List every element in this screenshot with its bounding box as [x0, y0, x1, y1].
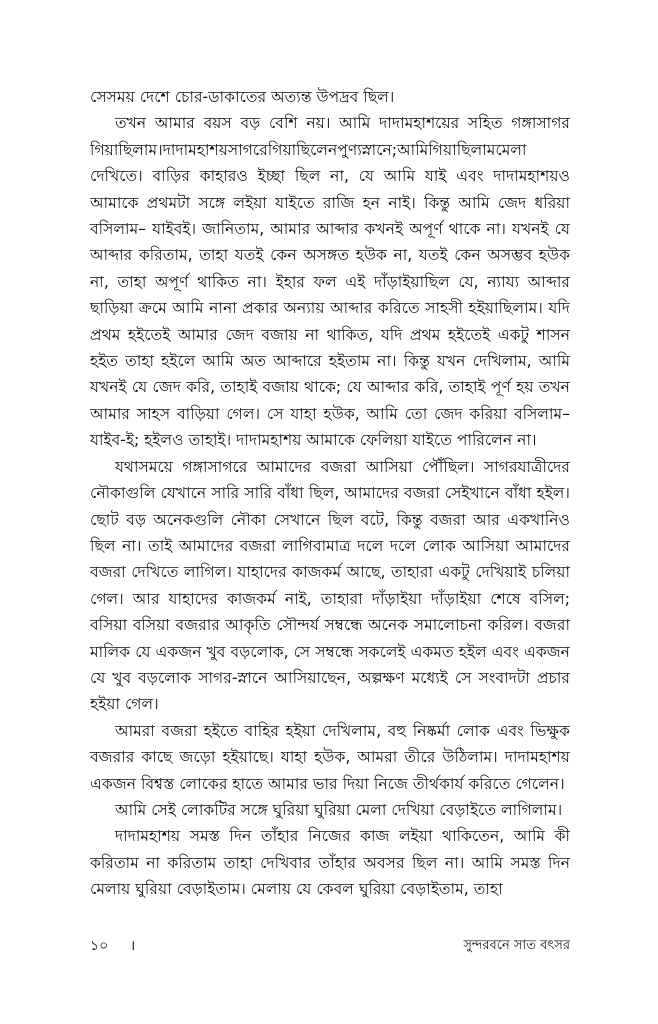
paragraph-4: আমরা বজরা হইতে বাহির হইয়া দেখিলাম, বহু নিষ্কর্মা লোক এবং ভিক্ষুক বজরার কাছে জড়ো হইয়াছে। যাহা হউক, আমরা তীরে উঠিলাম। দাদামহাশয় একজন বিশ্বস্ত লোকের হাতে আমার ভার দিয়া নিজে তীর্থকার্য করিতে গেলেন।: [90, 721, 570, 793]
page-body: [90, 84, 570, 903]
paragraph-2: তখন আমার বয়স বড় বেশি নয়। আমি দাদামহাশয়ের সহিত গঙ্গাসাগর গিয়াছিলাম।দাদামহাশয়সাগরেগিয়াছিলেনপুণ্যস্নানে;আমিগিয়াছিলামমেলা দেখিতে। বাড়ির কাহারও ইচ্ছা ছিল না, যে আমি যাই এবং দাদামহাশয়ও আমাকে প্রথমটা সঙ্গে লইয়া যাইতে রাজি হন নাই। কিন্তু আমি জেদ ধরিয়া বসিলাম– যাইবই। জানিতাম, আমার আব্দার কখনই অপূর্ণ থাকে না। যখনই যে আব্দার করিতাম, তাহা যতই কেন অসঙ্গত হউক না, যতই কেন অসম্ভব হউক না, তাহা অপূর্ণ থাকিত না। ইহার ফল এই দাঁড়াইয়াছিল যে, ন্যায্য আব্দার ছাড়িয়া ক্রমে আমি নানা প্রকার অন্যায় আব্দার করিতে সাহসী হইয়াছিলাম। যদি প্রথম হইতেই আমার জেদ বজায় না থাকিত, যদি প্রথম হইতেই একটু শাসন হইত তাহা হইলে আমি অত আব্দারে হইতাম না। কিন্তু যখন দেখিলাম, আমি যখনই যে জেদ করি, তাহাই বজায় থাকে; যে আব্দার করি, তাহাই পূর্ণ হয় তখন আমার সাহস বাড়িয়া গেল। সে যাহা হউক, আমি তো জেদ করিয়া বসিলাম– যাইব-ই; হইলও তাহাই। দাদামহাশয় আমাকে ফেলিয়া যাইতে পারিলেন না।: [90, 114, 570, 450]
page-number: ১০: [90, 938, 109, 954]
page-footer: [90, 934, 570, 958]
paragraph-5: আমি সেই লোকটির সঙ্গে ঘুরিয়া ঘুরিয়া মেলা দেখিয়া বেড়াইতে লাগিলাম।: [114, 800, 563, 819]
paragraph-1: সেসময় দেশে চোর-ডাকাতের অত্যন্ত উপদ্রব ছিল।: [90, 88, 395, 106]
paragraph-3: যথাসময়ে গঙ্গাসাগরে আমাদের বজরা আসিয়া পৌঁছিল। সাগরযাত্রীদের নৌকাগুলি যেখানে সারি সারি বাঁধা ছিল, আমাদের বজরা সেইখানে বাঁধা হইল। ছোট বড় অনেকগুলি নৌকা সেখানে ছিল বটে, কিন্তু বজরা আর একখানিও ছিল না। তাই আমাদের বজরা লাগিবামাত্র দলে দলে লোক আসিয়া আমাদের বজরা দেখিতে লাগিল। যাহাদের কাজকর্ম আছে, তাহারা একটু দেখিয়াই চলিয়া গেল। আর যাহাদের কাজকর্ম নাই, তাহারা দাঁড়াইয়া দাঁড়াইয়া শেষে বসিল; বসিয়া বসিয়া বজরার আকৃতি সৌন্দর্য সম্বন্ধে অনেক সমালোচনা করিল। বজরা মালিক যে একজন খুব বড়লোক, সে সম্বন্ধে সকলেই একমত হইল এবং একজন যে খুব বড়লোক সাগর-স্নানে আসিয়াছেন, অল্পক্ষণ মধ্যেই সে সংবাদটা প্রচার হইয়া গেল।: [90, 457, 570, 714]
running-title: সুন্দরবনে সাত বৎসর: [463, 938, 570, 953]
footer-separator: ।: [130, 938, 136, 954]
paragraph-6: দাদামহাশয় সমস্ত দিন তাঁহার নিজের কাজ লইয়া থাকিতেন, আমি কী করিতাম না করিতাম তাহা দেখিবার তাঁহার অবসর ছিল না। আমি সমস্ত দিন মেলায় ঘুরিয়া বেড়াইতাম। মেলায় যে কেবল ঘুরিয়া বেড়াইতাম, তাহা: [90, 827, 570, 899]
